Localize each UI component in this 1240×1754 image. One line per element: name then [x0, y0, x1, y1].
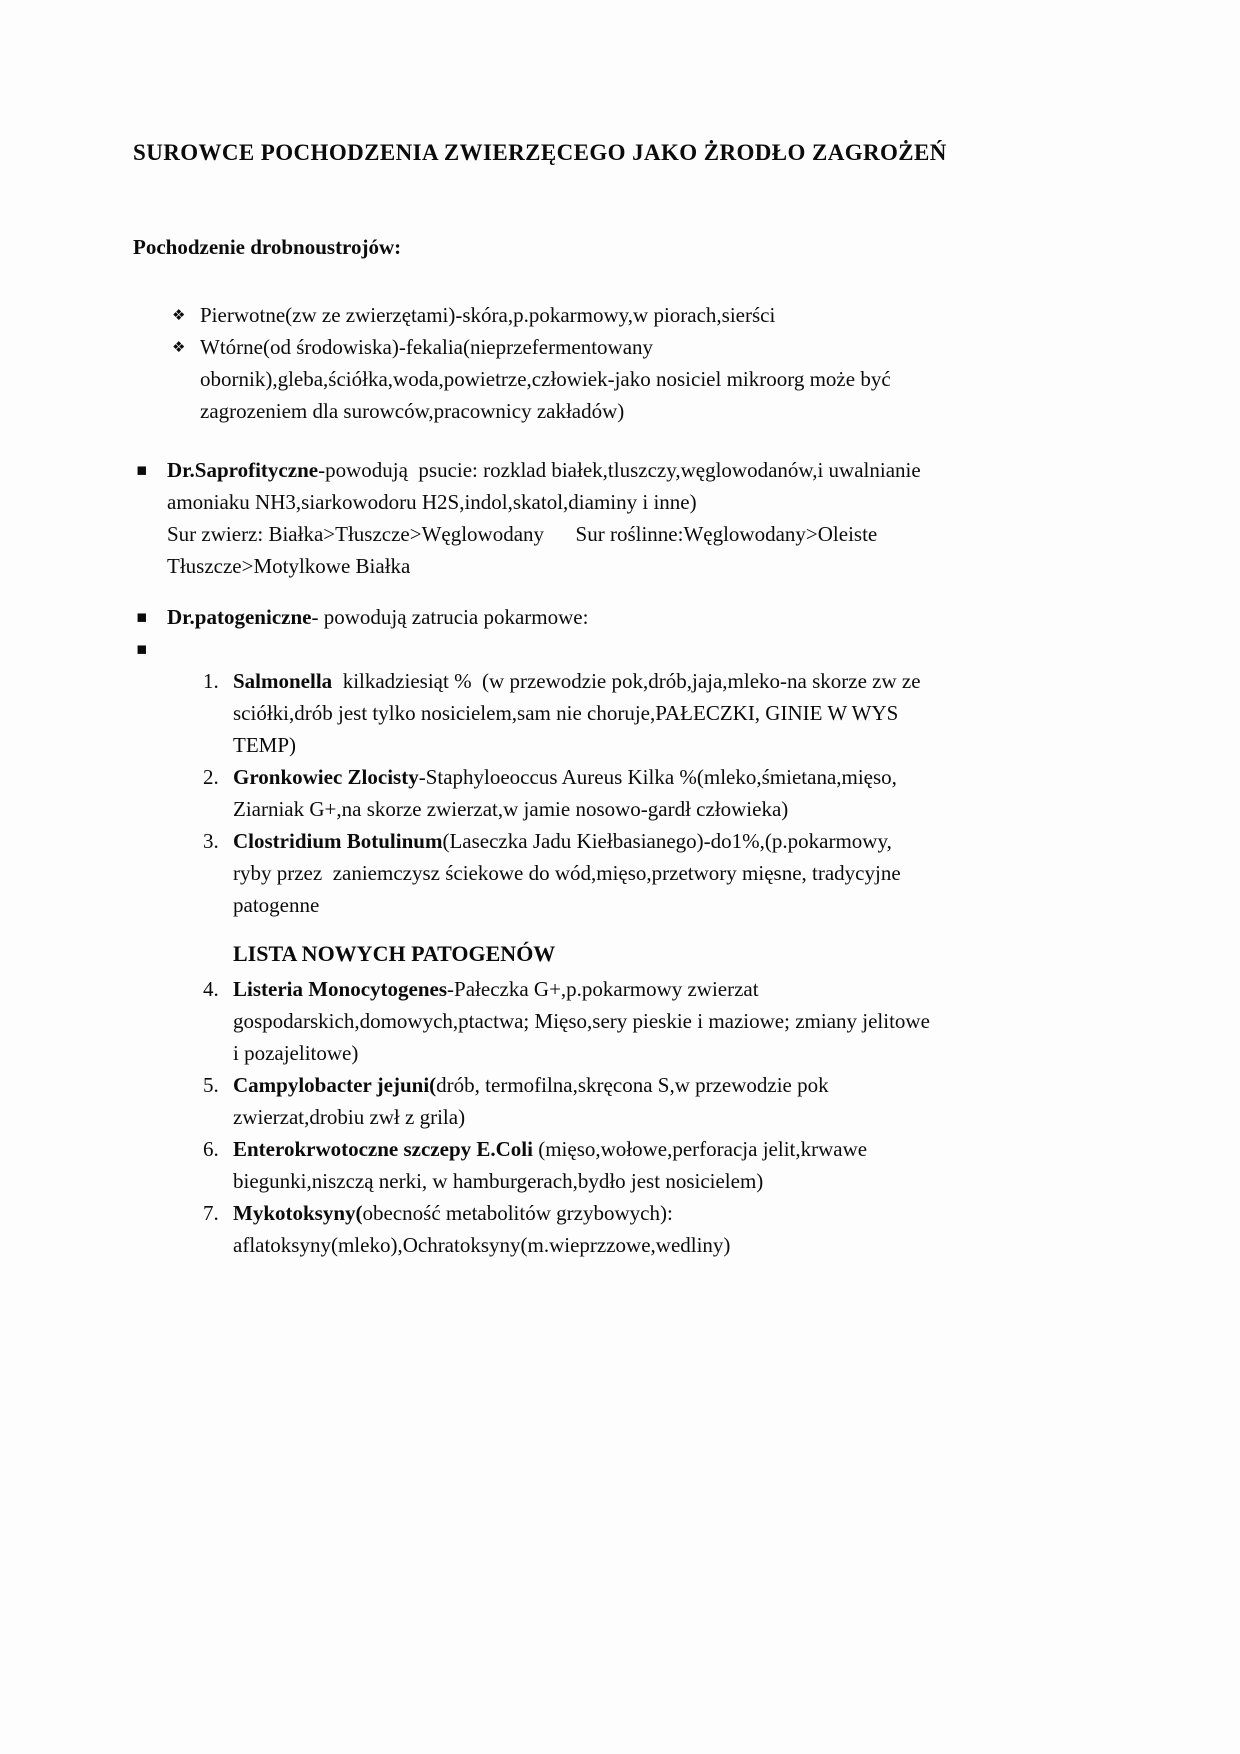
section-heading-new-pathogens: LISTA NOWYCH PATOGENÓW — [233, 941, 556, 966]
diamond-list-item — [133, 299, 1130, 331]
item-number: 4. — [203, 977, 219, 1001]
item-number: 1. — [203, 669, 219, 693]
pathogen-list-new — [133, 973, 1130, 1261]
square-bullet-icon: ▪ — [136, 460, 148, 480]
diamond-list — [133, 299, 1130, 427]
square-bullet-icon: ▪ — [136, 607, 148, 627]
list-item-text: Campylobacter jejuni(drób, termofilna,skręcona S,w przewodzie pok zwierzat,drobiu zwł z grila) — [233, 1073, 829, 1129]
list-item-text: Salmonella kilkadziesiąt % (w przewodzie pok,drób,jaja,mleko-na skorze zw ze sciółki,drób jest tylko nosicielem,sam nie choruje,PAŁECZKI, GINIE W WYS TEMP) — [233, 669, 921, 757]
square-list-item — [133, 454, 1130, 582]
square-bullet-icon: ▪ — [136, 639, 148, 659]
list-item-text: Dr.Saprofityczne-powodują psucie: rozklad białek,tluszczy,węglowodanów,i uwalnianie amoniaku NH3,siarkowodoru H2S,indol,skatol,diaminy i inne) Sur zwierz: Białka>Tłuszcze>Węglowodany Sur roślinne:Węglowodany>Oleiste Tłuszcze>Motylkowe Białka — [167, 458, 921, 578]
diamond-list-item — [133, 331, 1130, 427]
numbered-list-item — [133, 973, 1130, 1069]
origin-type-list — [133, 454, 1130, 665]
list-item-text: Clostridium Botulinum(Laseczka Jadu Kiełbasianego)-do1%,(p.pokarmowy, ryby przez zaniemczysz ściekowe do wód,mięso,przetwory mięsne, tradycyjne patogenne — [233, 829, 901, 917]
numbered-list-item — [133, 825, 1130, 921]
square-list-item — [133, 601, 1130, 633]
numbered-list-item — [133, 1069, 1130, 1133]
list-item-text: Listeria Monocytogenes-Pałeczka G+,p.pokarmowy zwierzat gospodarskich,domowych,ptactwa; Mięso,sery pieskie i maziowe; zmiany jelitowe i pozajelitowe) — [233, 977, 930, 1065]
section-heading-origin: Pochodzenie drobnoustrojów: — [133, 235, 402, 259]
list-item-text: Enterokrwotoczne szczepy E.Coli (mięso,wołowe,perforacja jelit,krwawe biegunki,niszczą nerki, w hamburgerach,bydło jest nosicielem) — [233, 1137, 868, 1193]
item-number: 2. — [203, 765, 219, 789]
numbered-list-item — [133, 1133, 1130, 1197]
item-number: 5. — [203, 1073, 219, 1097]
square-list-item — [133, 633, 1130, 665]
list-item-text: Pierwotne(zw ze zwierzętami)-skóra,p.pokarmowy,w piorach,sierści — [200, 303, 776, 327]
numbered-list-item — [133, 665, 1130, 761]
list-item-text: Wtórne(od środowiska)-fekalia(nieprzefermentowany obornik),gleba,ściółka,woda,powietrze,człowiek-jako nosiciel mikroorg może być zagrozeniem dla surowców,pracownicy zakładów) — [200, 335, 891, 423]
diamond-bullet-icon: ❖ — [172, 306, 186, 324]
item-number: 3. — [203, 829, 219, 853]
list-item-text: Gronkowiec Zlocisty-Staphyloeoccus Aureus Kilka %(mleko,śmietana,mięso, Ziarniak G+,na skorze zwierzat,w jamie nosowo-gardł człowieka) — [233, 765, 897, 821]
list-item-text: Dr.patogeniczne- powodują zatrucia pokarmowe: — [167, 605, 589, 629]
pathogen-list-classic — [133, 665, 1130, 921]
list-item-text: Mykotoksyny(obecność metabolitów grzybowych): aflatoksyny(mleko),Ochratoksyny(m.wieprzzowe,wedliny) — [233, 1201, 731, 1257]
diamond-bullet-icon: ❖ — [172, 338, 186, 356]
page-title: SUROWCE POCHODZENIA ZWIERZĘCEGO JAKO ŻRODŁO ZAGROŻEŃ — [133, 140, 947, 165]
item-number: 6. — [203, 1137, 219, 1161]
item-number: 7. — [203, 1201, 219, 1225]
numbered-list-item — [133, 761, 1130, 825]
numbered-list-item — [133, 1197, 1130, 1261]
